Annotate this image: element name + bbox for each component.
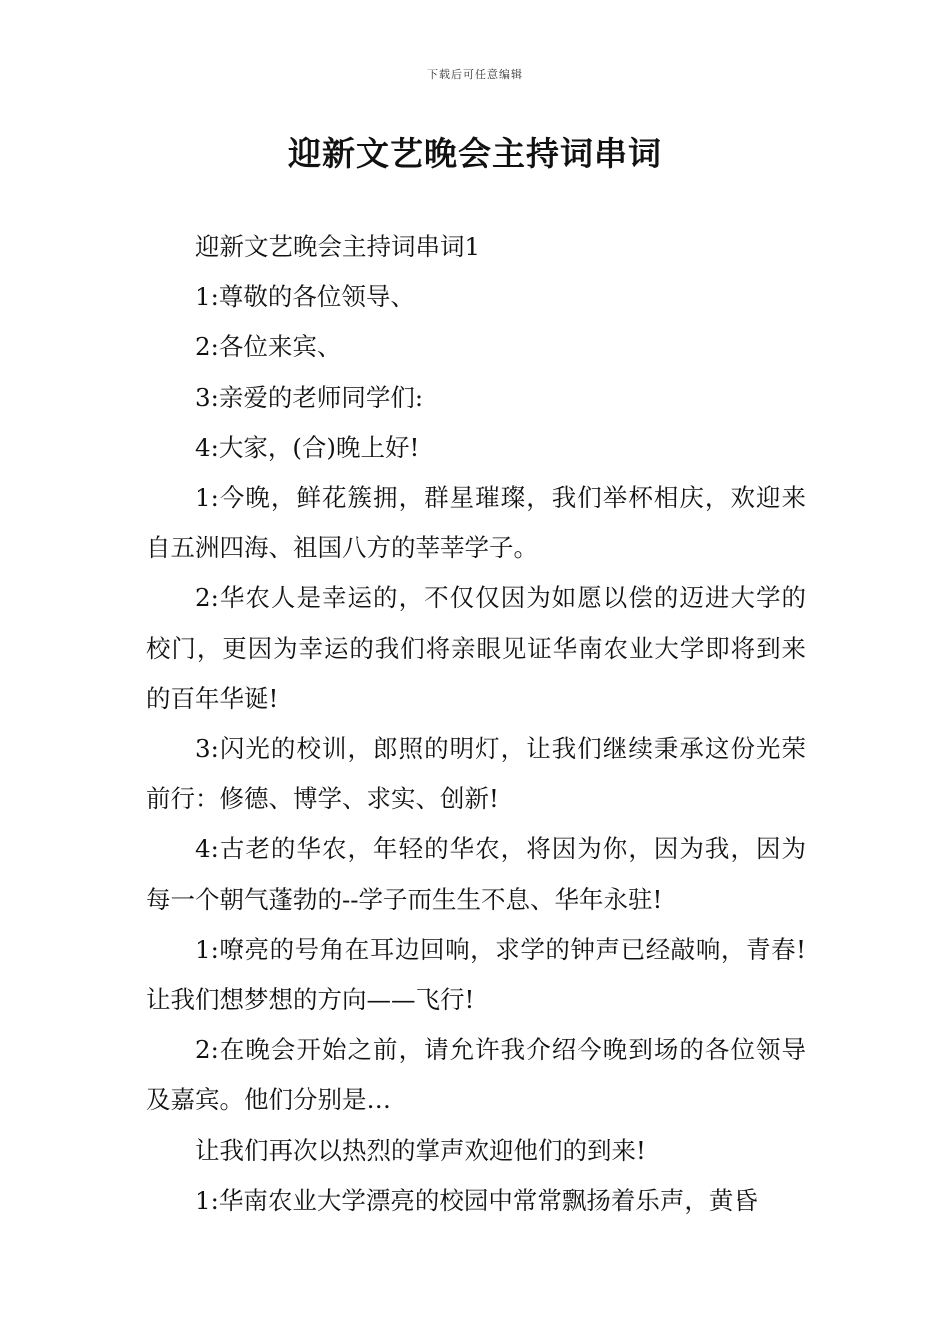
paragraph: 1:尊敬的各位领导、 bbox=[195, 282, 415, 312]
paragraph: 3:亲爱的老师同学们: bbox=[195, 382, 424, 412]
paragraph: 4:古老的华农，年轻的华农，将因为你，因为我，因为每一个朝气蓬勃的--学子而生生不息、华年永驻! bbox=[146, 834, 806, 914]
paragraph: 2:在晚会开始之前，请允许我介绍今晚到场的各位领导及嘉宾。他们分别是… bbox=[146, 1035, 806, 1115]
paragraph: 4:大家，(合)晚上好! bbox=[195, 432, 420, 462]
header-note: 下载后可任意编辑 bbox=[427, 68, 523, 81]
paragraph: 1:华南农业大学漂亮的校园中常常飘扬着乐声，黄昏 bbox=[195, 1185, 758, 1215]
paragraph: 2:各位来宾、 bbox=[195, 332, 342, 362]
paragraph: 1:今晚，鲜花簇拥，群星璀璨，我们举杯相庆，欢迎来自五洲四海、祖国八方的莘莘学子。 bbox=[146, 483, 806, 563]
document-body bbox=[146, 222, 806, 1226]
paragraph: 3:闪光的校训，郎照的明灯，让我们继续秉承这份光荣前行：修德、博学、求实、创新! bbox=[146, 734, 806, 814]
paragraph: 让我们再次以热烈的掌声欢迎他们的到来! bbox=[195, 1135, 646, 1165]
paragraph: 1:嘹亮的号角在耳边回响，求学的钟声已经敲响，青春!让我们想梦想的方向——飞行! bbox=[146, 934, 806, 1015]
paragraph: 2:华农人是幸运的，不仅仅因为如愿以偿的迈进大学的校门，更因为幸运的我们将亲眼见证华南农业大学即将到来的百年华诞! bbox=[146, 583, 806, 713]
document-title: 迎新文艺晚会主持词串词 bbox=[288, 134, 662, 173]
paragraph: 迎新文艺晚会主持词串词1 bbox=[195, 232, 481, 261]
